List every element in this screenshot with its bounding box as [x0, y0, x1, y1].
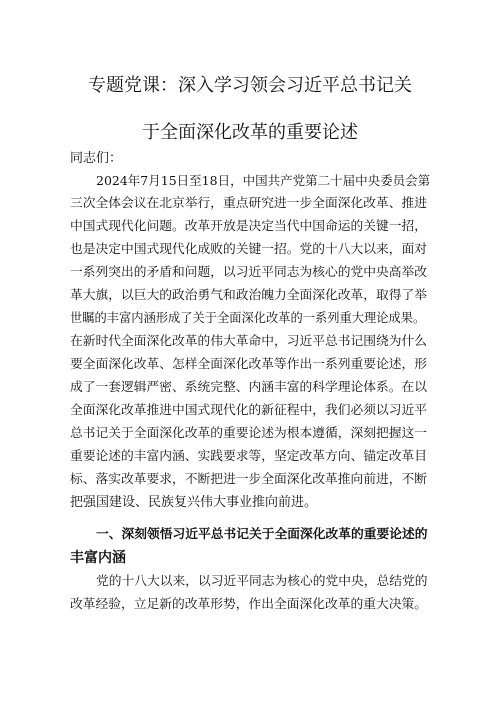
paragraph-line: 把强国建设、民族复兴伟大事业推向前进。	[70, 495, 318, 510]
paragraph-line: 在新时代全面深化改革的伟大革命中，习近平总书记围绕为什么	[70, 334, 427, 349]
paragraph-line: 三次全体会议在北京举行，重点研究进一步全面深化改革、推进	[70, 196, 427, 211]
paragraph-line: 改革经验，立足新的改革形势，作出全面深化改革的重大决策。	[70, 597, 427, 612]
salutation: 同志们：	[70, 151, 123, 166]
paragraph-line: 重要论述的丰富内涵、实践要求等，坚定改革方向、锚定改革目	[70, 449, 427, 464]
paragraph-line: 也是决定中国式现代化成败的关键一招。党的十八大以来，面对	[70, 242, 427, 257]
paragraph-line: 要全面深化改革、怎样全面深化改革等作出一系列重要论述，形	[70, 357, 427, 372]
paragraph-line: 党的十八大以来，以习近平同志为核心的党中央，总结党的	[96, 574, 428, 589]
document-title-line-1: 专题党课：深入学习领会习近平总书记关	[88, 75, 412, 96]
section-heading-line-2: 丰富内涵	[70, 550, 126, 566]
paragraph-line: 世瞩的丰富内涵形成了关于全面深化改革的一系列重大理论成果。	[70, 311, 426, 325]
paragraph-line: 标、落实改革要求，不断把进一步全面深化改革推向前进，不断	[70, 472, 427, 487]
section-heading-line-1: 一、深刻领悟习近平总书记关于全面深化改革的重要论述的	[96, 527, 428, 542]
paragraph-line: 中国式现代化问题。改革开放是决定当代中国命运的关键一招，	[70, 219, 427, 234]
paragraph-line: 革大旗，以巨大的政治勇气和政治魄力全面深化改革，取得了举	[70, 288, 427, 303]
paragraph-line: 总书记关于全面深化改革的重要论述为根本遵循，深刻把握这一	[70, 426, 427, 441]
paragraph-line: 成了一套逻辑严密、系统完整、内涵丰富的科学理论体系。在以	[70, 380, 427, 395]
paragraph-line: 全面深化改革推进中国式现代化的新征程中，我们必须以习近平	[70, 403, 427, 418]
paragraph-line: 一系列突出的矛盾和问题，以习近平同志为核心的党中央高举改	[70, 265, 427, 280]
paragraph-line: 2024年7月15日至18日，中国共产党第二十届中央委员会第	[96, 173, 431, 188]
document-title-line-2: 于全面深化改革的重要论述	[142, 122, 358, 143]
